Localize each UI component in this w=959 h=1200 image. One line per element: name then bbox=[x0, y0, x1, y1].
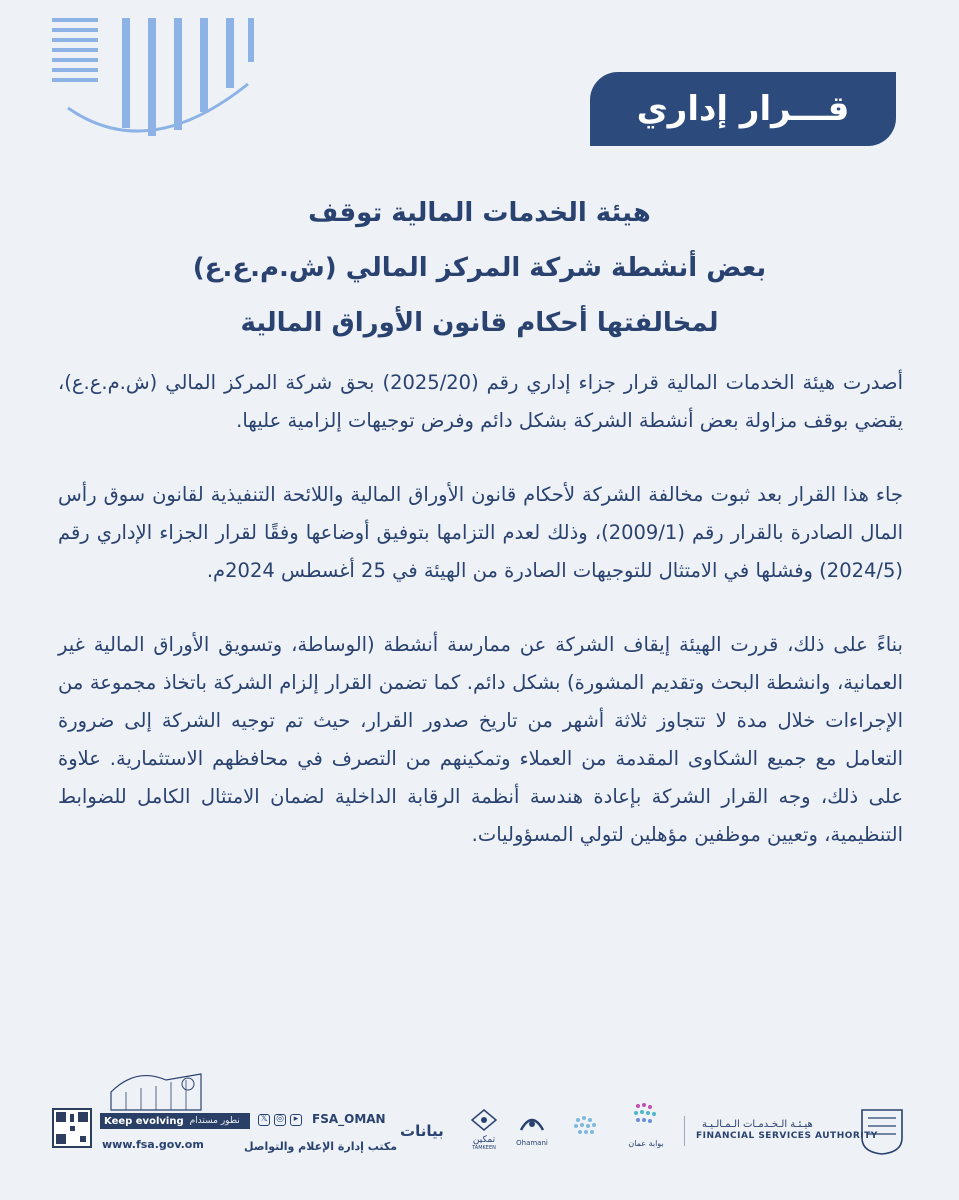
ohamani-label: Ohamani bbox=[516, 1139, 548, 1147]
article-body bbox=[58, 364, 903, 890]
page-title bbox=[140, 186, 819, 351]
commerce-ministry-logo bbox=[566, 1112, 610, 1147]
slogan-banner bbox=[100, 1113, 250, 1129]
media-office-label: مكتب إدارة الإعلام والتواصل bbox=[244, 1140, 398, 1153]
x-icon[interactable]: 𝕏 bbox=[258, 1114, 270, 1126]
ohamani-icon bbox=[515, 1110, 549, 1136]
ohamani-logo bbox=[512, 1110, 552, 1147]
qr-code-icon[interactable] bbox=[52, 1108, 92, 1148]
oman-portal-icon bbox=[618, 1100, 674, 1136]
title-line-1: هيئة الخدمات المالية توقف bbox=[308, 198, 651, 228]
instagram-icon[interactable]: ◎ bbox=[274, 1114, 286, 1126]
tamkeen-label: تمكين bbox=[472, 1135, 496, 1145]
fsa-name-ar: هيـئـة الـخـدمـات الـمـالـيـة bbox=[702, 1119, 813, 1130]
slogan-ar: نطور مستدام bbox=[189, 1116, 240, 1126]
dots-emblem-icon bbox=[568, 1112, 608, 1144]
youtube-icon[interactable]: ▸ bbox=[290, 1114, 302, 1126]
social-handle[interactable]: FSA_OMAN bbox=[312, 1112, 386, 1126]
oman-portal-label: بوابة عمان bbox=[628, 1139, 664, 1148]
paragraph-3: بناءً على ذلك، قررت الهيئة إيقاف الشركة عن ممارسة أنشطة (الوساطة، وتسويق الأوراق المالية غير العمانية، وانشطة البحث وتقديم المشورة) بشكل دائم. كما تضمن القرار إلزام الشركة باتخاذ مجموعة من الإجراءات خلال مدة لا تتجاوز ثلاثة أشهر من تاريخ صدور القرار، حيث تم توجيه الشركة إلى ضرورة التعامل مع جميع الشكاوى المقدمة من العملاء وتمكينهم من التصرف في محافظهم الاستثمارية. علاوة على ذلك، وجه القرار الشركة بإعادة هندسة أنظمة الرقابة الداخلية لضمان الامتثال الكامل للضوابط التنظيمية، وتعيين موظفين مؤهلين لتولي المسؤوليات. bbox=[58, 633, 903, 846]
bayanat-logo bbox=[400, 1122, 444, 1140]
tamkeen-logo bbox=[466, 1108, 502, 1151]
tamkeen-en-label: TAMKEEN bbox=[472, 1145, 496, 1151]
slogan-en: Keep evolving bbox=[104, 1115, 184, 1127]
title-line-3: لمخالفتها أحكام قانون الأوراق المالية bbox=[240, 308, 719, 338]
paragraph-1: أصدرت هيئة الخدمات المالية قرار جزاء إداري رقم (2025/20) بحق شركة المركز المالي (ش.م.ع.ع)، يقضي بوقف مزاولة بعض أنشطة الشركة بشكل دائم وفرض توجيهات إلزامية عليها. bbox=[58, 371, 903, 432]
footer-divider bbox=[684, 1116, 685, 1146]
decision-type-badge: قـــرار إداري bbox=[590, 72, 896, 146]
fsa-emblem-icon bbox=[858, 1104, 906, 1156]
title-line-2: بعض أنشطة شركة المركز المالي (ش.م.ع.ع) bbox=[192, 253, 767, 283]
fsa-stripes-logo-icon bbox=[48, 14, 258, 154]
oman-portal-logo bbox=[614, 1100, 678, 1148]
tamkeen-icon bbox=[469, 1108, 499, 1132]
building-illustration-icon bbox=[106, 1062, 206, 1112]
website-link[interactable]: www.fsa.gov.om bbox=[102, 1138, 204, 1151]
social-icons bbox=[258, 1114, 302, 1126]
bayanat-label: بيانات bbox=[400, 1122, 444, 1140]
fsa-name-en: FINANCIAL SERVICES AUTHORITY bbox=[696, 1131, 878, 1141]
paragraph-2: جاء هذا القرار بعد ثبوت مخالفة الشركة لأحكام قانون الأوراق المالية واللائحة التنفيذية لقانون سوق رأس المال الصادرة بالقرار رقم (2009/1)، وذلك لعدم التزامها بتوفيق أوضاعها وفقًا لقرار الجزاء الإداري رقم (2024/5) وفشلها في الامتثال للتوجيهات الصادرة من الهيئة في 25 أغسطس 2024م. bbox=[58, 483, 904, 582]
